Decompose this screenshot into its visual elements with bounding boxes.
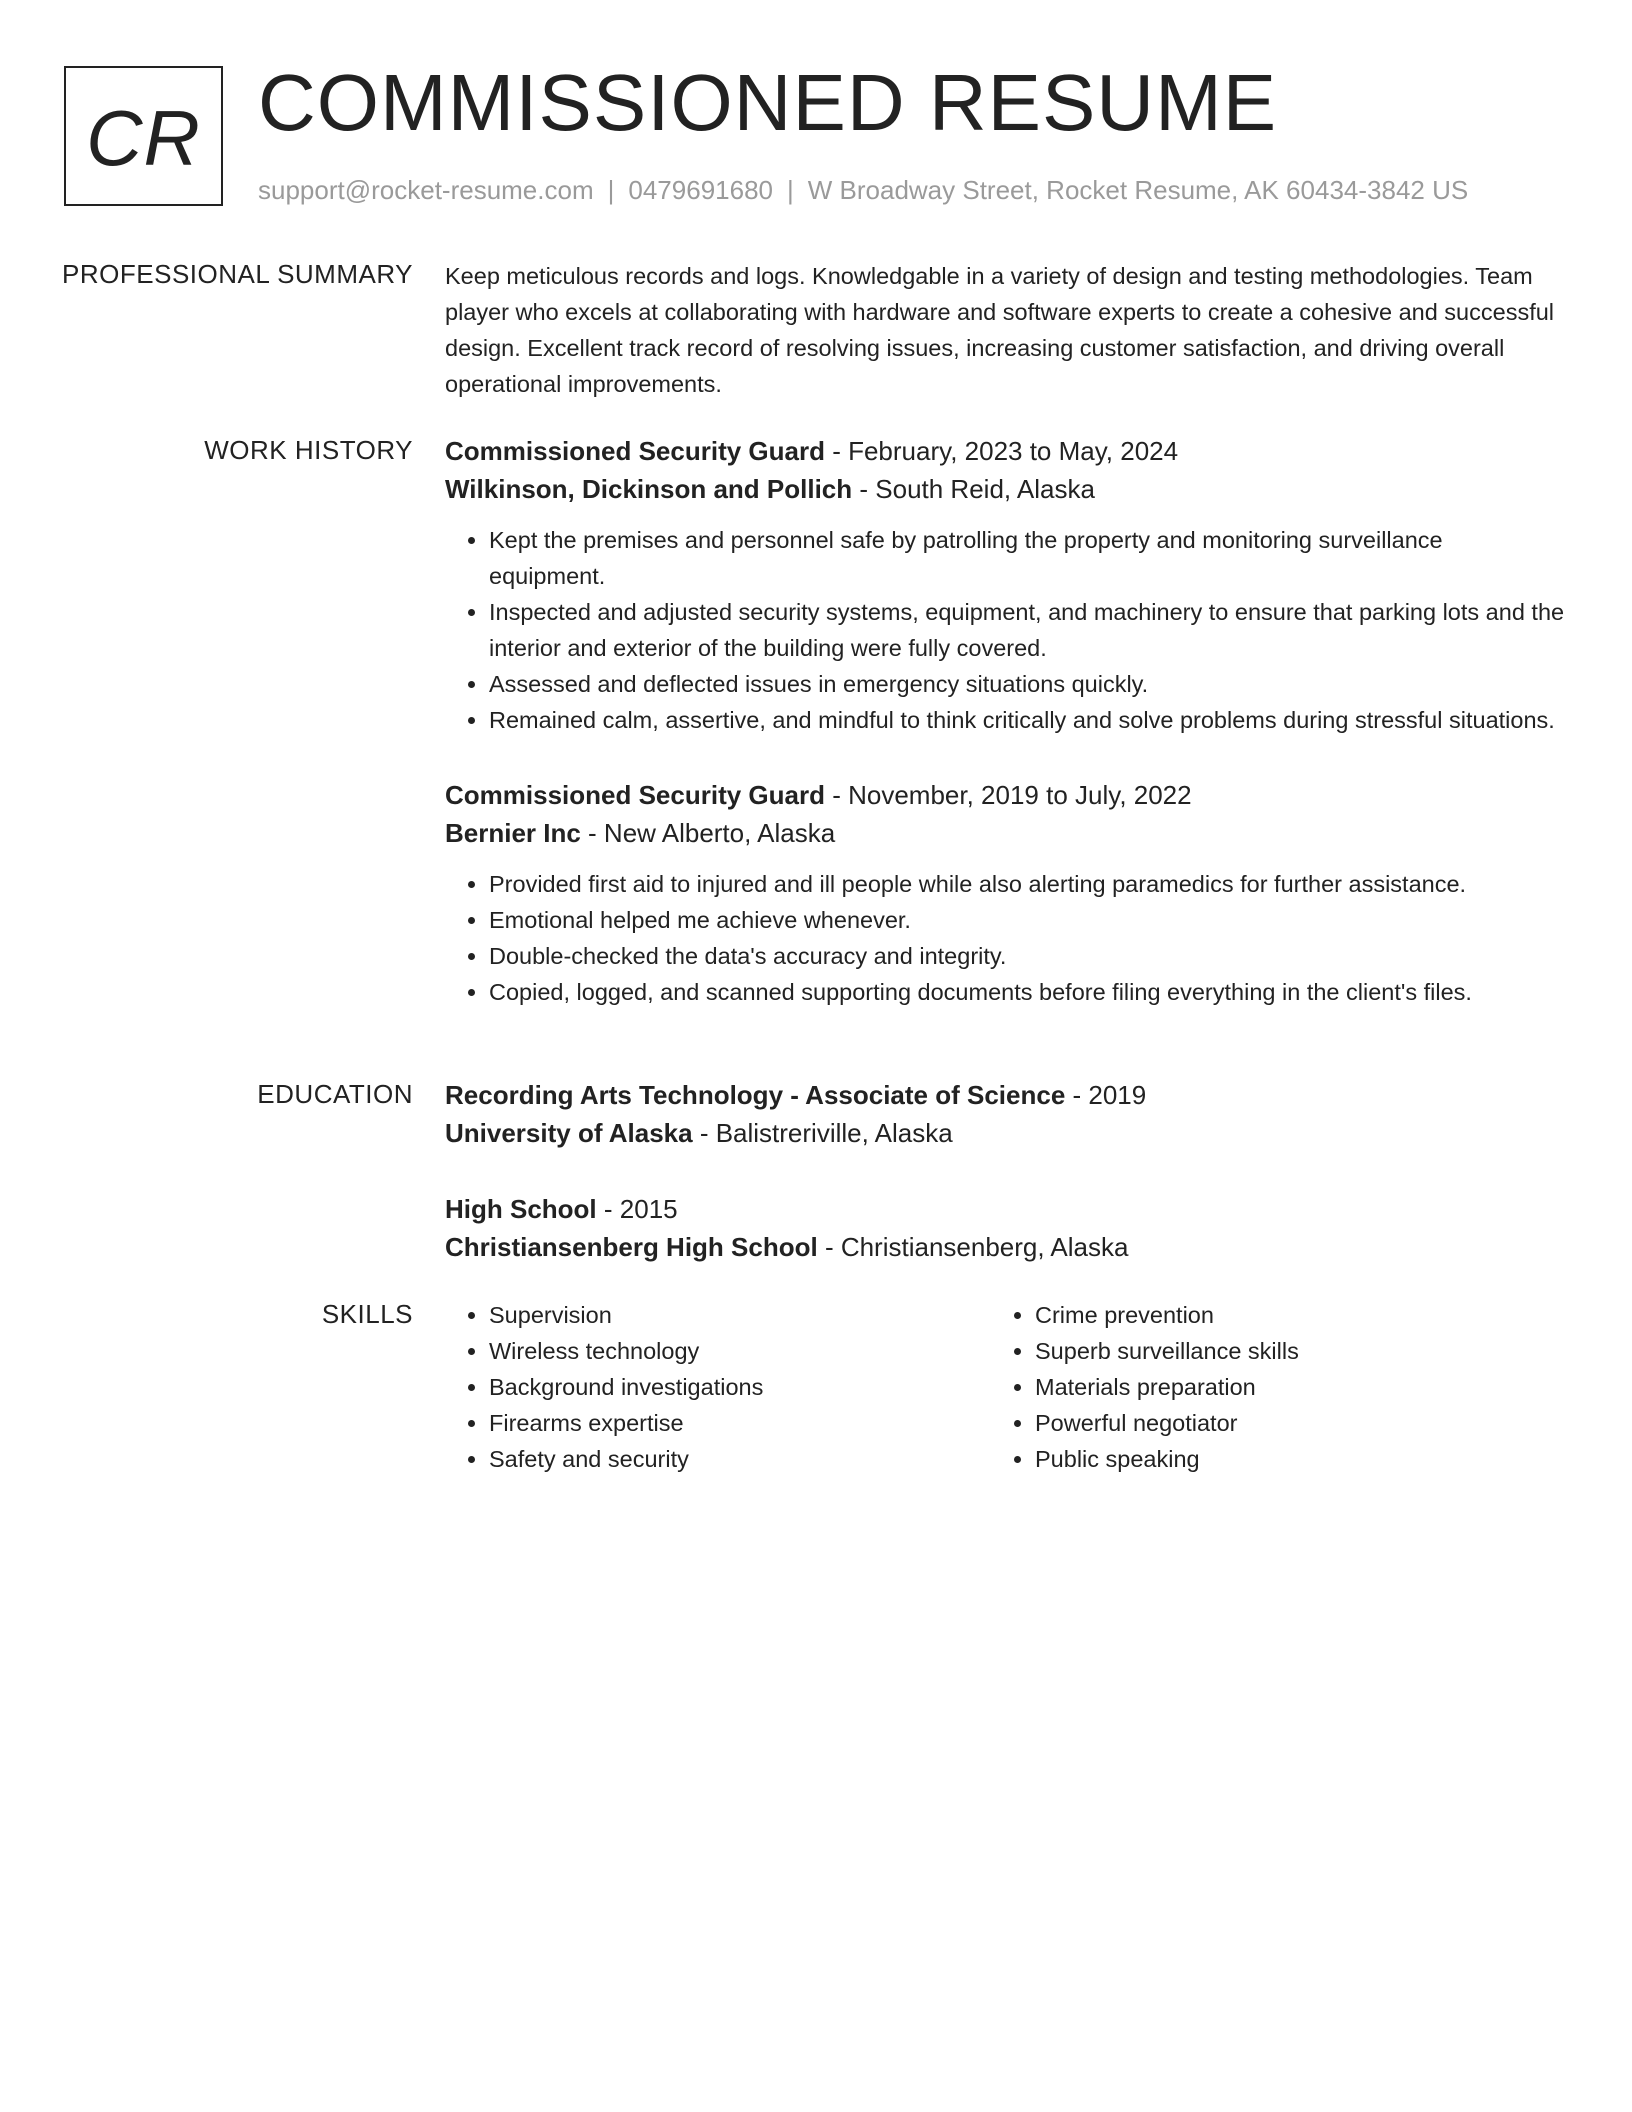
summary-text: Keep meticulous records and logs. Knowledgable in a variety of design and testing methodologies. Team player who excels at collaborating with hardware and software experts to create a cohesive and successful design. Excellent track record of resolving issues, increasing customer satisfaction, and driving overall operational improvements. xyxy=(445,263,1555,397)
contact-email: support@rocket-resume.com xyxy=(258,175,594,205)
job-title: Commissioned Security Guard xyxy=(445,436,825,466)
skills-list-right xyxy=(991,1297,1537,1477)
education-degree: Recording Arts Technology - Associate of Science xyxy=(445,1080,1066,1110)
monogram-box xyxy=(64,66,223,206)
education-location: - Balistreriville, Alaska xyxy=(692,1118,953,1148)
job-entry xyxy=(445,432,1565,738)
job-bullets xyxy=(445,522,1565,738)
skills-heading: SKILLS xyxy=(321,1299,413,1329)
job-location: - New Alberto, Alaska xyxy=(580,818,836,848)
education-heading: EDUCATION xyxy=(257,1079,413,1109)
education-school-line xyxy=(445,1228,1565,1266)
education-degree-line xyxy=(445,1076,1565,1114)
education-school-line xyxy=(445,1114,1565,1152)
list-item: • Materials preparation xyxy=(1035,1369,1537,1405)
list-item: • Wireless technology xyxy=(489,1333,991,1369)
contact-line xyxy=(258,172,1468,208)
contact-separator: | xyxy=(607,175,615,205)
job-company-line xyxy=(445,814,1565,852)
job-location: - South Reid, Alaska xyxy=(852,474,1095,504)
list-item: • Inspected and adjusted security systems, equipment, and machinery to ensure that parking lots and the interior and exterior of the building were fully covered. xyxy=(489,594,1565,666)
contact-phone: 0479691680 xyxy=(628,175,773,205)
list-item: • Powerful negotiator xyxy=(1035,1405,1537,1441)
job-dates: - February, 2023 to May, 2024 xyxy=(824,436,1179,466)
job-title-line xyxy=(445,432,1565,470)
list-item: • Supervision xyxy=(489,1297,991,1333)
education-location: - Christiansenberg, Alaska xyxy=(817,1232,1129,1262)
job-company: Wilkinson, Dickinson and Pollich xyxy=(445,474,853,504)
list-item: • Public speaking xyxy=(1035,1441,1537,1477)
summary-body xyxy=(445,258,1565,402)
list-item: • Assessed and deflected issues in emergency situations quickly. xyxy=(489,666,1565,702)
list-item: • Safety and security xyxy=(489,1441,991,1477)
education-body xyxy=(445,1076,1565,1304)
work-heading: WORK HISTORY xyxy=(204,435,413,465)
job-title-line xyxy=(445,776,1565,814)
contact-address: W Broadway Street, Rocket Resume, AK 60434-3842 US xyxy=(807,175,1469,205)
job-company: Bernier Inc xyxy=(445,818,581,848)
education-school: University of Alaska xyxy=(445,1118,693,1148)
list-item: • Kept the premises and personnel safe by patrolling the property and monitoring surveillance equipment. xyxy=(489,522,1565,594)
job-company-line xyxy=(445,470,1565,508)
skills-columns xyxy=(445,1297,1565,1477)
education-degree: High School xyxy=(445,1194,597,1224)
resume-name: COMMISSIONED RESUME xyxy=(258,58,1278,147)
job-entry xyxy=(445,776,1565,1010)
job-dates: - November, 2019 to July, 2022 xyxy=(824,780,1192,810)
job-title: Commissioned Security Guard xyxy=(445,780,825,810)
list-item: • Firearms expertise xyxy=(489,1405,991,1441)
education-entry xyxy=(445,1190,1565,1266)
list-item: • Copied, logged, and scanned supporting documents before filing everything in the client's files. xyxy=(489,974,1565,1010)
list-item: • Remained calm, assertive, and mindful to think critically and solve problems during stressful situations. xyxy=(489,702,1565,738)
monogram-initials: CR xyxy=(86,93,201,182)
job-bullets xyxy=(445,866,1565,1010)
education-entry xyxy=(445,1076,1565,1152)
list-item: • Emotional helped me achieve whenever. xyxy=(489,902,1565,938)
education-year: - 2019 xyxy=(1065,1080,1147,1110)
education-school: Christiansenberg High School xyxy=(445,1232,818,1262)
summary-heading: PROFESSIONAL SUMMARY xyxy=(62,259,413,289)
education-degree-line xyxy=(445,1190,1565,1228)
education-year: - 2015 xyxy=(596,1194,678,1224)
contact-separator: | xyxy=(787,175,794,205)
work-body xyxy=(445,432,1565,1048)
skills-list-left xyxy=(445,1297,991,1477)
list-item: • Background investigations xyxy=(489,1369,991,1405)
list-item: • Provided first aid to injured and ill people while also alerting paramedics for further assistance. xyxy=(489,866,1565,902)
list-item: • Double-checked the data's accuracy and integrity. xyxy=(489,938,1565,974)
list-item: • Superb surveillance skills xyxy=(1035,1333,1537,1369)
skills-body xyxy=(445,1297,1565,1477)
list-item: • Crime prevention xyxy=(1035,1297,1537,1333)
